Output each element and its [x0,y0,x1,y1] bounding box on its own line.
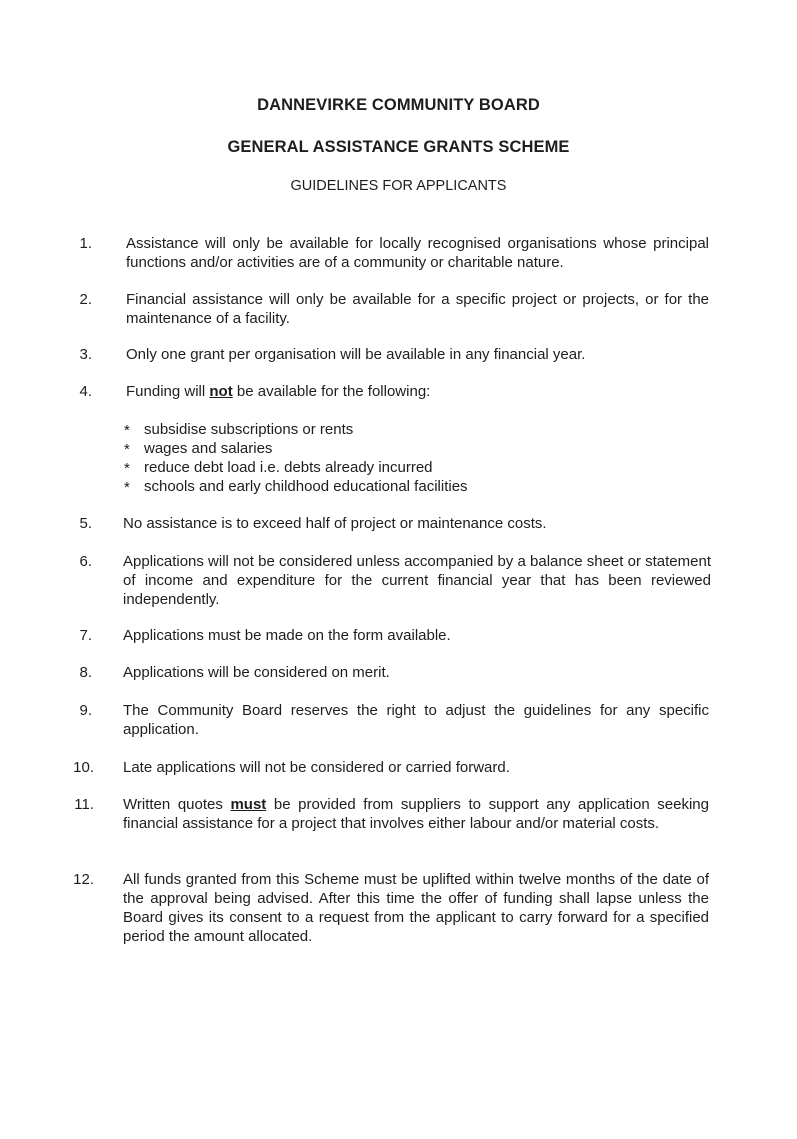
item-text-part: be available for the following: [232,383,431,400]
item-number: 2. [79,291,92,308]
list-item [124,458,684,477]
emphasis-not: not [209,383,233,400]
item-number: 4. [79,383,92,400]
guidelines-subtitle: GUIDELINES FOR APPLICANTS [290,178,507,194]
exclusion-list [124,420,684,496]
item-text: Late applications will not be considered or carried forward. [123,759,510,776]
item-text: Only one grant per organisation will be available in any financial year. [126,346,586,363]
item-text: Financial assistance will only be available for a specific project or projects, or for the maintenance of a facility. [126,291,709,327]
organisation-title: DANNEVIRKE COMMUNITY BOARD [257,96,540,114]
item-text: No assistance is to exceed half of project or maintenance costs. [123,515,547,532]
list-item [124,420,684,439]
item-number: 5. [79,515,92,532]
item-text [123,795,709,833]
item-text: Applications will be considered on merit. [123,664,390,681]
item-number: 7. [79,627,92,644]
item-text: All funds granted from this Scheme must be uplifted within twelve months of the date of the approval being advised. After this time the offer of funding shall lapse unless the Board gives its consent to a request from the applicant to carry forward for a specified period the amount allocated. [123,871,709,945]
item-number: 12. [73,871,94,888]
list-item-text: schools and early childhood educational facilities [144,478,468,495]
bullet-marker: * [124,441,130,458]
item-number: 1. [79,235,92,252]
item-text-part: Funding will [126,383,210,400]
item-number: 11. [74,796,94,813]
item-number: 6. [79,553,92,570]
bullet-marker: * [124,460,130,477]
list-item [124,439,684,458]
item-text: Applications will not be considered unless accompanied by a balance sheet or statement of income and expenditure for the current financial year that has been reviewed independently. [123,553,711,608]
item-number: 8. [79,664,92,681]
item-number: 10. [73,759,94,776]
item-text [126,382,709,401]
list-item-text: reduce debt load i.e. debts already incurred [144,459,433,476]
item-number: 3. [79,346,92,363]
item-text: Assistance will only be available for locally recognised organisations whose principal functions and/or activities are of a community or charitable nature. [126,235,709,271]
item-number: 9. [79,702,92,719]
list-item-text: wages and salaries [144,440,273,457]
emphasis-must: must [230,796,267,813]
item-text: Applications must be made on the form available. [123,627,451,644]
item-text: The Community Board reserves the right to adjust the guidelines for any specific application. [123,702,709,738]
bullet-marker: * [124,422,130,439]
list-item [124,477,684,496]
item-text-part: Written quotes [123,796,231,813]
list-item-text: subsidise subscriptions or rents [144,421,354,438]
scheme-title: GENERAL ASSISTANCE GRANTS SCHEME [227,138,570,156]
item-text-part: be provided from suppliers to support any application seeking financial assistance for a project that involves either labour and/or material costs. [123,796,709,832]
bullet-marker: * [124,479,130,496]
